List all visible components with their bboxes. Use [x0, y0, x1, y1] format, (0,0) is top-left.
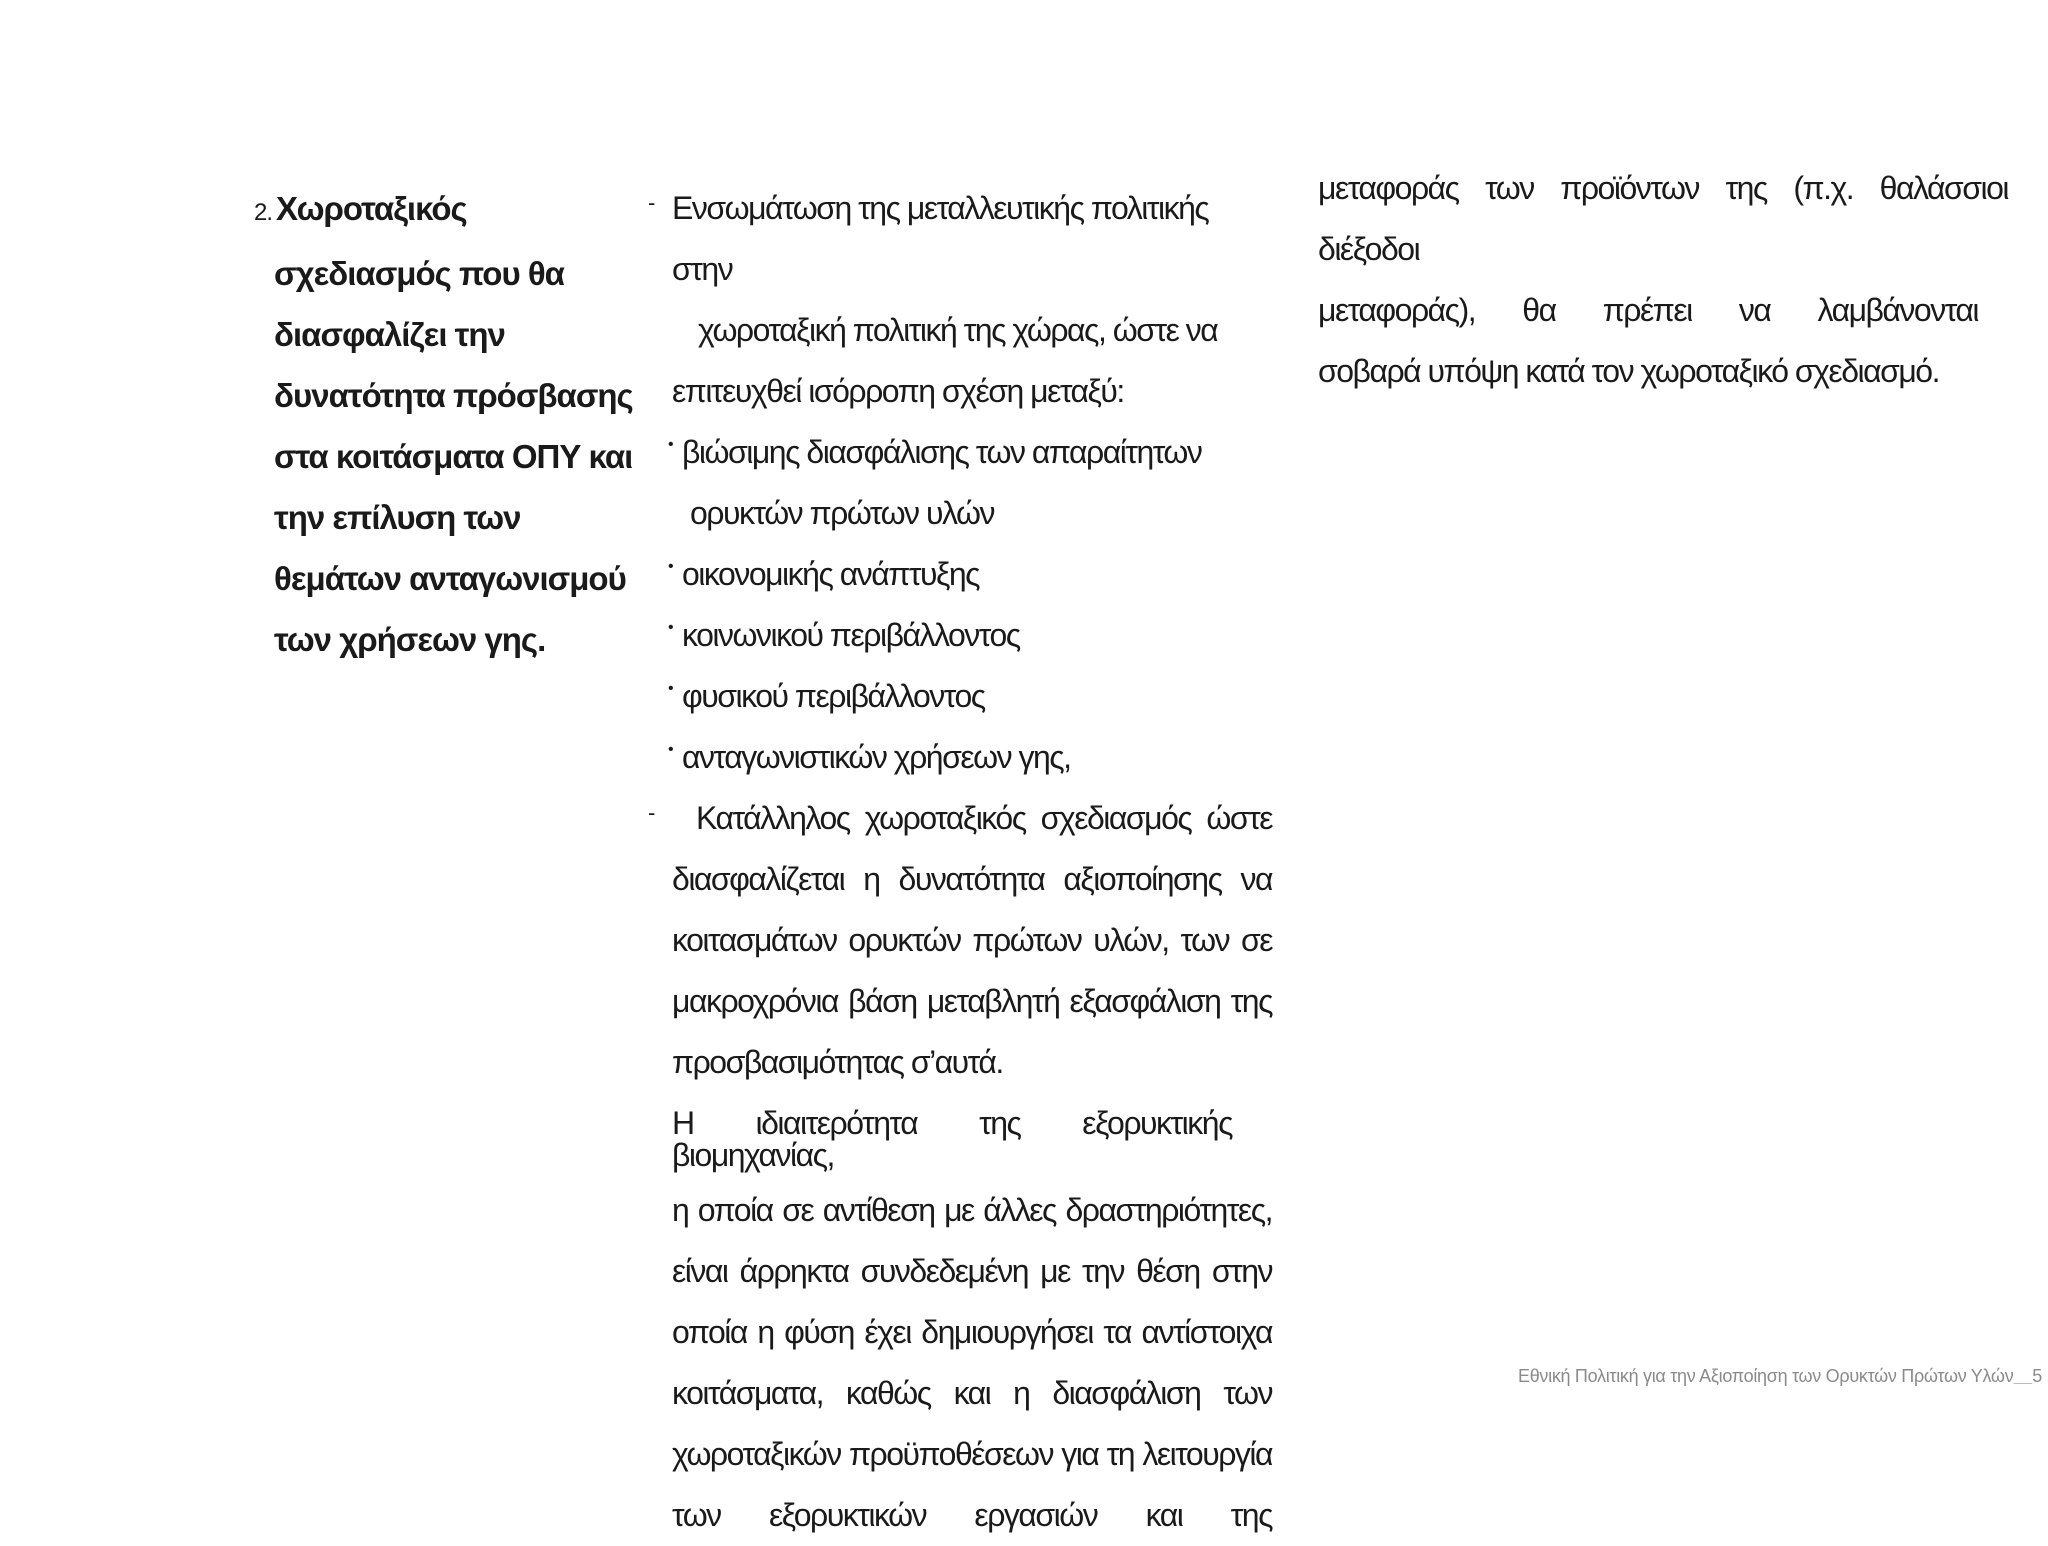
intro-line-2: χωροταξική πολιτική της χώρας, ώστε να [698, 312, 1218, 348]
paragraph-line-3: η οποία σε αντίθεση με άλλες δραστηριότητες, [672, 1192, 1272, 1228]
heading-line-8: των χρήσεων γης. [274, 621, 546, 658]
list-item: • βιώσιμης διασφάλισης των απαραίτητων ορυκτών πρώτων υλών [668, 422, 1268, 544]
planning-line-1: - Κατάλληλος χωροταξικός σχεδιασμός ώστε [648, 788, 1272, 849]
intro-line-1: - Ενσωμάτωση της μεταλλευτικής πολιτικής στην [648, 178, 1268, 300]
heading-line-1: 2. Χωροταξικός [254, 190, 467, 227]
footer-separator [2013, 1366, 2032, 1386]
heading-line-5: στα κοιτάσματα ΟΠΥ και [274, 438, 633, 475]
right-column [1318, 158, 2008, 402]
planning-line-4: μακροχρόνια βάση μεταβλητή εξασφάλιση της [672, 983, 1272, 1019]
section-heading [254, 178, 634, 670]
criteria-list [648, 422, 1268, 788]
paragraph-line-4: είναι άρρηκτα συνδεδεμένη με την θέση στην [672, 1253, 1272, 1289]
planning-line-2: διασφαλίζεται η δυνατότητα αξιοποίησης να [672, 861, 1272, 897]
footer-title: Εθνική Πολιτική για την Αξιοποίηση των Ορυκτών Πρώτων Υλών [1518, 1366, 2014, 1386]
heading-line-7: θεμάτων ανταγωνισμού [274, 560, 626, 597]
paragraph-line-6: κοιτάσματα, καθώς και η διασφάλιση των [672, 1375, 1272, 1411]
section-number: 2. [254, 199, 273, 226]
paragraph-line-7: χωροταξικών προϋποθέσεων για τη λειτουργία [672, 1436, 1272, 1472]
right-line-1: μεταφοράς των προϊόντων της (π.χ. θαλάσσιοι διέξοδοι [1318, 170, 2008, 267]
list-item: • ανταγωνιστικών χρήσεων γης, [668, 727, 1268, 788]
planning-line-3: κοιτασμάτων ορυκτών πρώτων υλών, των σε [672, 922, 1272, 958]
right-line-3: σοβαρά υπόψη κατά τον χωροταξικό σχεδιασμό. [1318, 353, 1939, 389]
list-item: • κοινωνικού περιβάλλοντος [668, 605, 1268, 666]
page-number: 5 [2032, 1366, 2042, 1386]
heading-line-6: την επίλυση των [274, 499, 521, 536]
planning-line-5: προσβασιμότητας σ’αυτά. [672, 1044, 1003, 1080]
middle-column [648, 178, 1272, 1546]
heading-line-2: σχεδιασμός που θα [274, 255, 564, 292]
list-item: • οικονομικής ανάπτυξης [668, 544, 1268, 605]
paragraph-line-8: των εξορυκτικών εργασιών και της [672, 1497, 1272, 1533]
list-item: • φυσικού περιβάλλοντος [668, 666, 1268, 727]
heading-line-3: διασφαλίζει την [274, 316, 505, 353]
right-line-2: μεταφοράς), θα πρέπει να λαμβάνονται [1318, 292, 1978, 328]
page-footer [1518, 1366, 2042, 1387]
paragraph-line-1: Η ιδιαιτερότητα της εξορυκτικής [672, 1105, 1232, 1141]
heading-line-4: δυνατότητα πρόσβασης [274, 377, 633, 414]
paragraph-line-5: οποία η φύση έχει δημιουργήσει τα αντίστοιχα [672, 1314, 1272, 1350]
left-column [254, 178, 634, 670]
paragraph-line-2: βιομηχανίας, [672, 1137, 834, 1173]
intro-line-3: επιτευχθεί ισόρροπη σχέση μεταξύ: [672, 373, 1124, 409]
